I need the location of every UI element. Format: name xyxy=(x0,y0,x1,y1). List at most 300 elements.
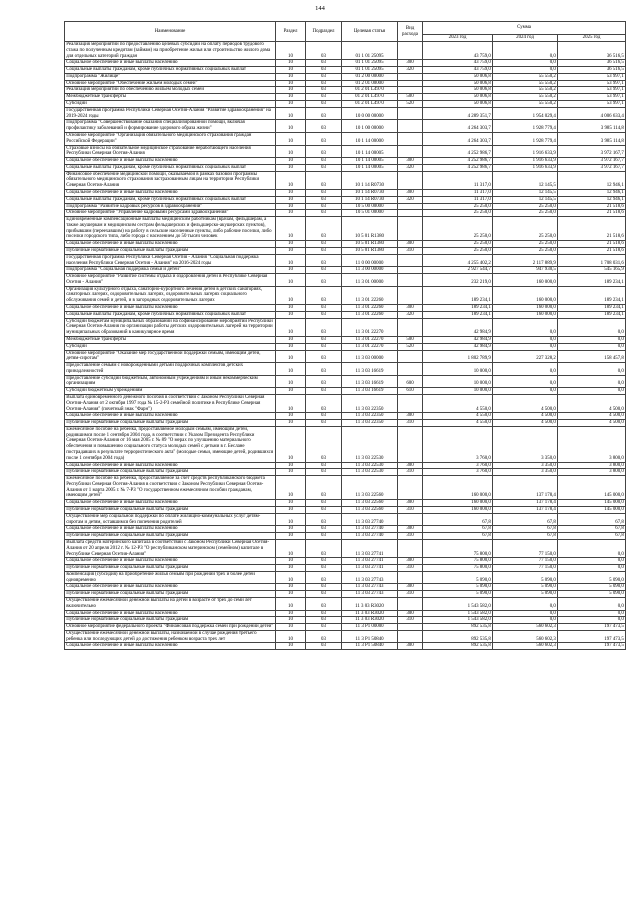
table-row xyxy=(65,241,626,248)
row-name: Социальное обеспечение и иные выплаты населению xyxy=(65,241,276,248)
table-row xyxy=(65,539,626,557)
row-name: Компенсация (субсидия) на приобретение жилья семьям при рождении трех и более детей одновременно xyxy=(65,571,276,584)
row-razdel: 10 xyxy=(276,210,306,217)
row-sum-2024: 137 178,4 xyxy=(493,476,558,500)
header-vid: Вид расхода xyxy=(398,22,423,42)
table-row xyxy=(65,267,626,274)
row-sum-2025: 21 518,6 xyxy=(558,203,626,210)
row-podrazdel: 03 xyxy=(306,87,342,94)
row-target: 10 1 14 00005 xyxy=(342,145,398,158)
row-sum-2024: 12 145,5 xyxy=(493,189,558,196)
row-sum-2023: 3 760,0 xyxy=(423,426,493,462)
row-razdel: 10 xyxy=(276,426,306,462)
row-sum-2024: 3 350,0 xyxy=(493,469,558,476)
row-sum-2023: 892 535,8 xyxy=(423,643,493,650)
table-row xyxy=(65,60,626,67)
row-name: Публичные нормативные социальные выплаты гражданам xyxy=(65,617,276,624)
row-razdel: 10 xyxy=(276,350,306,363)
row-target: 10 1 14 00005 xyxy=(342,164,398,171)
row-sum-2025: 12 946,1 xyxy=(558,189,626,196)
row-razdel: 10 xyxy=(276,145,306,158)
row-podrazdel: 03 xyxy=(306,73,342,80)
row-sum-2025: 0,0 xyxy=(558,565,626,572)
row-sum-2025: 21 518,6 xyxy=(558,210,626,217)
row-razdel: 10 xyxy=(276,363,306,376)
header-2023: 2023 год xyxy=(423,35,493,42)
row-sum-2023: 160 000,0 xyxy=(423,500,493,507)
row-sum-2025: 1 708 031,6 xyxy=(558,254,626,267)
row-sum-2025: 53 997,1 xyxy=(558,87,626,94)
row-podrazdel: 03 xyxy=(306,318,342,336)
row-podrazdel: 03 xyxy=(306,164,342,171)
row-sum-2023: 10 000,0 xyxy=(423,388,493,395)
table-row xyxy=(65,350,626,363)
row-target: 11 3 03 27740 xyxy=(342,533,398,540)
row-sum-2024: 137 178,4 xyxy=(493,507,558,514)
row-sum-2024: 77 150,0 xyxy=(493,558,558,565)
row-sum-2025: 0,0 xyxy=(558,375,626,388)
row-sum-2023: 25 250,0 xyxy=(423,248,493,255)
row-sum-2023: 4 550,0 xyxy=(423,420,493,427)
table-row xyxy=(65,73,626,80)
row-target: 10 5 01 R1380 xyxy=(342,241,398,248)
row-sum-2024: 67,8 xyxy=(493,513,558,526)
row-vid: 310 xyxy=(398,565,423,572)
row-sum-2025: 545 165,9 xyxy=(558,267,626,274)
table-row xyxy=(65,311,626,318)
row-vid xyxy=(398,286,423,304)
row-vid: 310 xyxy=(398,533,423,540)
row-sum-2025: 189 234,1 xyxy=(558,286,626,304)
row-podrazdel: 03 xyxy=(306,350,342,363)
row-sum-2023: 3 760,0 xyxy=(423,469,493,476)
row-sum-2024: 3 350,0 xyxy=(493,462,558,469)
row-name: Социальное обеспечение и иные выплаты населению xyxy=(65,413,276,420)
row-vid: 300 xyxy=(398,584,423,591)
row-sum-2023: 75 800,0 xyxy=(423,565,493,572)
row-sum-2025: 0,0 xyxy=(558,558,626,565)
row-target: 11 3 03 22350 xyxy=(342,420,398,427)
row-name: Выплата средств материнского капитала в соответствии с Законом Республики Северная Осетия-Алания от 20 апреля 2012 г. № 12-РЗ "О республиканском материнском (семейном) капитале в Республике Северная Осетия-Алания" xyxy=(65,539,276,557)
row-target: 01 1 01 25095 xyxy=(342,42,398,60)
row-sum-2023: 5 090,0 xyxy=(423,571,493,584)
row-target: 11 3 03 27741 xyxy=(342,539,398,557)
row-target: 11 3 03 R3020 xyxy=(342,597,398,610)
row-podrazdel: 03 xyxy=(306,101,342,108)
row-vid: 300 xyxy=(398,60,423,67)
row-razdel: 10 xyxy=(276,94,306,101)
row-sum-2023: 232 219,0 xyxy=(423,274,493,287)
row-sum-2024: 0,0 xyxy=(493,343,558,350)
table-row xyxy=(65,526,626,533)
row-vid xyxy=(398,87,423,94)
table-row xyxy=(65,462,626,469)
row-sum-2023: 4 550,0 xyxy=(423,394,493,412)
row-name: Социальное обеспечение и иные выплаты населению xyxy=(65,60,276,67)
row-podrazdel: 03 xyxy=(306,60,342,67)
row-sum-2023: 4 289 351,7 xyxy=(423,107,493,120)
row-podrazdel: 03 xyxy=(306,630,342,643)
row-name: Страховые взносы на обязательное медицинское страхование неработающего населения Республики Северная Осетия-Алания xyxy=(65,145,276,158)
row-target: 01 1 01 25095 xyxy=(342,60,398,67)
row-sum-2025: 53 997,1 xyxy=(558,101,626,108)
header-name: Наименование xyxy=(65,22,276,42)
row-name: Организация культурного отдыха, санаторно-курортного лечения детей в детских санаториях, санаторных лагерях, оздоровительных лагерях, оздоровительных лагерях социального обслуживания семей и детей, и в загородных оздоровительных лагерях xyxy=(65,286,276,304)
row-sum-2025: 189 234,1 xyxy=(558,274,626,287)
row-razdel: 10 xyxy=(276,507,306,514)
row-sum-2024: 4 500,0 xyxy=(493,420,558,427)
row-target: 11 3 03 27740 xyxy=(342,513,398,526)
table-row xyxy=(65,196,626,203)
row-vid xyxy=(398,274,423,287)
row-target: 11 3 03 22560 xyxy=(342,500,398,507)
table-row xyxy=(65,164,626,171)
row-name: Подпрограмма "Жилище" xyxy=(65,73,276,80)
row-sum-2024: 1 916 633,9 xyxy=(493,158,558,165)
row-vid: 300 xyxy=(398,413,423,420)
row-vid xyxy=(398,571,423,584)
row-sum-2024: 227 328,2 xyxy=(493,350,558,363)
row-sum-2023: 42 984,9 xyxy=(423,318,493,336)
row-podrazdel: 03 xyxy=(306,189,342,196)
row-sum-2023: 25 250,0 xyxy=(423,210,493,217)
row-razdel: 10 xyxy=(276,388,306,395)
row-sum-2023: 67,8 xyxy=(423,533,493,540)
row-sum-2024: 5 090,0 xyxy=(493,571,558,584)
row-sum-2023: 1 543 582,0 xyxy=(423,610,493,617)
row-sum-2023: 892 535,8 xyxy=(423,624,493,631)
row-target: 10 5 01 R1380 xyxy=(342,248,398,255)
row-sum-2024: 3 350,0 xyxy=(493,426,558,462)
row-sum-2024: 0,0 xyxy=(493,610,558,617)
row-sum-2023: 3 760,0 xyxy=(423,462,493,469)
row-podrazdel: 03 xyxy=(306,394,342,412)
row-sum-2025: 0,0 xyxy=(558,388,626,395)
row-podrazdel: 03 xyxy=(306,558,342,565)
row-sum-2025: 197 473,5 xyxy=(558,630,626,643)
row-podrazdel: 03 xyxy=(306,624,342,631)
row-podrazdel: 03 xyxy=(306,413,342,420)
row-razdel: 10 xyxy=(276,420,306,427)
row-name: Государственная программа Республики Северная Осетия - Алания "Социальная поддержка населения Республики Северная Осетия - Алания" на 2016-2024 годы xyxy=(65,254,276,267)
row-sum-2023: 11 317,0 xyxy=(423,196,493,203)
row-podrazdel: 03 xyxy=(306,426,342,462)
row-sum-2024: 4 500,0 xyxy=(493,394,558,412)
row-sum-2023: 67,8 xyxy=(423,526,493,533)
row-target: 10 0 00 00000 xyxy=(342,107,398,120)
row-sum-2023: 50 006,8 xyxy=(423,101,493,108)
row-target: 01 2 01 L4970 xyxy=(342,101,398,108)
row-vid xyxy=(398,80,423,87)
row-target: 11 3 03 R3020 xyxy=(342,617,398,624)
row-razdel: 10 xyxy=(276,67,306,74)
row-vid: 300 xyxy=(398,305,423,312)
row-podrazdel: 03 xyxy=(306,80,342,87)
table-row xyxy=(65,274,626,287)
table-row xyxy=(65,42,626,60)
row-razdel: 10 xyxy=(276,120,306,133)
row-target: 11 3 00 00000 xyxy=(342,267,398,274)
row-vid xyxy=(398,254,423,267)
row-name: Основное мероприятие федерального проекта "Финансовая поддержка семей при рождении детей" xyxy=(65,624,276,631)
row-sum-2025: 0,0 xyxy=(558,617,626,624)
row-vid: 320 xyxy=(398,164,423,171)
row-podrazdel: 03 xyxy=(306,254,342,267)
row-name: Государственная программа Республики Северная Осетия-Алания "Развитие здравоохранения" на 2019-2024 годы xyxy=(65,107,276,120)
table-row xyxy=(65,617,626,624)
row-vid: 310 xyxy=(398,591,423,598)
row-target: 11 3 P1 00000 xyxy=(342,624,398,631)
row-target: 01 1 01 25095 xyxy=(342,67,398,74)
row-sum-2024: 0,0 xyxy=(493,336,558,343)
row-sum-2024: 55 550,2 xyxy=(493,87,558,94)
row-sum-2023: 50 006,8 xyxy=(423,80,493,87)
row-sum-2025: 3 800,0 xyxy=(558,469,626,476)
row-sum-2025: 0,0 xyxy=(558,597,626,610)
row-sum-2024: 25 250,0 xyxy=(493,248,558,255)
row-name: Ежемесячное пособие на ребенка, предоставляемое молодым семьям, имеющим детей, родившимся после 1 сентября 2004 года, в соответствии с Указом Президента Республики Северная Осетия-Алания от 16 мая 2005 г. № 89 "О мерах по улучшению материального обеспечения и повышению социального статуса молодых семей с детьми в г. Беслане пострадавших в результате террористического акта" (молодые семьи, имеющие детей, родившихся после 1 сентября 2004 года) xyxy=(65,426,276,462)
row-razdel: 10 xyxy=(276,597,306,610)
row-sum-2024: 12 145,5 xyxy=(493,171,558,189)
row-vid: 300 xyxy=(398,610,423,617)
row-vid: 320 xyxy=(398,196,423,203)
row-razdel: 10 xyxy=(276,610,306,617)
row-podrazdel: 03 xyxy=(306,476,342,500)
row-sum-2025: 3 800,0 xyxy=(558,462,626,469)
row-sum-2024: 1 916 633,9 xyxy=(493,164,558,171)
table-row xyxy=(65,476,626,500)
row-vid xyxy=(398,350,423,363)
header-razdel: Раздел xyxy=(276,22,306,42)
row-sum-2024: 0,0 xyxy=(493,42,558,60)
row-podrazdel: 03 xyxy=(306,526,342,533)
row-name: Подпрограмма "Совершенствование оказания специализированной помощи, включая профилактику заболеваний и формирование здорового образа жизни" xyxy=(65,120,276,133)
row-name: Предоставление субсидий бюджетным, автономным учреждениям и иным некоммерческим организациям xyxy=(65,375,276,388)
row-podrazdel: 03 xyxy=(306,132,342,145)
header-2024: 2024 год xyxy=(493,35,558,42)
table-row xyxy=(65,388,626,395)
row-razdel: 10 xyxy=(276,60,306,67)
row-name: Осуществление ежемесячной денежной выплаты на детей в возрасте от трех до семи лет включительно xyxy=(65,597,276,610)
row-name: Социальные выплаты гражданам, кроме публичных нормативных социальных выплат xyxy=(65,164,276,171)
row-sum-2024: 160 000,0 xyxy=(493,274,558,287)
row-vid xyxy=(398,394,423,412)
row-sum-2025: 21 518,6 xyxy=(558,217,626,241)
row-sum-2023: 4 264 303,7 xyxy=(423,120,493,133)
row-target: 10 5 01 R1380 xyxy=(342,217,398,241)
row-sum-2024: 0,0 xyxy=(493,363,558,376)
row-sum-2024: 25 250,0 xyxy=(493,217,558,241)
row-vid xyxy=(398,363,423,376)
row-sum-2025: 197 473,5 xyxy=(558,643,626,650)
row-sum-2025: 36 516,5 xyxy=(558,60,626,67)
row-razdel: 10 xyxy=(276,624,306,631)
row-name: Основное мероприятие "Организация обязательного медицинского страхования граждан Российской Федерации" xyxy=(65,132,276,145)
row-podrazdel: 03 xyxy=(306,591,342,598)
row-sum-2023: 25 250,0 xyxy=(423,203,493,210)
row-podrazdel: 03 xyxy=(306,248,342,255)
row-sum-2023: 160 000,0 xyxy=(423,476,493,500)
row-razdel: 10 xyxy=(276,343,306,350)
row-name: Публичные нормативные социальные выплаты гражданам xyxy=(65,591,276,598)
table-row xyxy=(65,80,626,87)
row-razdel: 10 xyxy=(276,87,306,94)
row-sum-2023: 25 250,0 xyxy=(423,217,493,241)
row-sum-2025: 53 997,1 xyxy=(558,80,626,87)
row-sum-2023: 189 234,1 xyxy=(423,305,493,312)
row-sum-2023: 892 535,8 xyxy=(423,630,493,643)
table-row xyxy=(65,318,626,336)
row-razdel: 10 xyxy=(276,500,306,507)
row-name: Основное мероприятие "Обеспечение жильем молодых семей" xyxy=(65,80,276,87)
row-sum-2025: 145 000,0 xyxy=(558,476,626,500)
row-razdel: 10 xyxy=(276,565,306,572)
row-name: Субсидии бюджетам муниципальных образований на софинансирование мероприятий Республики Северная Осетия-Алания по организации работы детских оздоровительных лагерей на территории муниципальных образований в каникулярное время xyxy=(65,318,276,336)
table-row xyxy=(65,107,626,120)
row-podrazdel: 03 xyxy=(306,67,342,74)
row-razdel: 10 xyxy=(276,248,306,255)
row-sum-2024: 160 000,0 xyxy=(493,305,558,312)
row-sum-2024: 0,0 xyxy=(493,60,558,67)
row-sum-2024: 4 500,0 xyxy=(493,413,558,420)
row-sum-2024: 67,8 xyxy=(493,533,558,540)
page-number: 144 xyxy=(315,5,325,12)
row-sum-2024: 55 550,2 xyxy=(493,94,558,101)
row-sum-2024: 55 550,2 xyxy=(493,73,558,80)
row-razdel: 10 xyxy=(276,513,306,526)
row-sum-2025: 4 500,0 xyxy=(558,413,626,420)
row-sum-2024: 160 000,0 xyxy=(493,311,558,318)
row-name: Социальное обеспечение и иные выплаты населению xyxy=(65,643,276,650)
row-sum-2024: 0,0 xyxy=(493,375,558,388)
row-sum-2025: 3 985 114,8 xyxy=(558,120,626,133)
row-vid xyxy=(398,426,423,462)
row-podrazdel: 03 xyxy=(306,241,342,248)
row-target: 11 0 00 00000 xyxy=(342,254,398,267)
row-target: 11 3 03 27743 xyxy=(342,584,398,591)
row-sum-2024: 1 954 029,4 xyxy=(493,107,558,120)
table-row xyxy=(65,101,626,108)
row-target: 11 3 P1 50840 xyxy=(342,630,398,643)
table-body xyxy=(65,42,626,650)
row-podrazdel: 03 xyxy=(306,539,342,557)
row-name: Публичные нормативные социальные выплаты гражданам xyxy=(65,248,276,255)
row-sum-2023: 42 984,9 xyxy=(423,336,493,343)
row-vid xyxy=(398,171,423,189)
row-target: 11 3 01 22270 xyxy=(342,343,398,350)
row-podrazdel: 03 xyxy=(306,513,342,526)
row-sum-2025: 189 234,1 xyxy=(558,311,626,318)
row-target: 10 1 14 00000 xyxy=(342,132,398,145)
row-podrazdel: 03 xyxy=(306,311,342,318)
row-podrazdel: 03 xyxy=(306,533,342,540)
row-name: Публичные нормативные социальные выплаты гражданам xyxy=(65,469,276,476)
row-target: 11 3 03 22530 xyxy=(342,469,398,476)
row-vid: 600 xyxy=(398,375,423,388)
table-row xyxy=(65,597,626,610)
row-razdel: 10 xyxy=(276,171,306,189)
row-sum-2023: 160 000,0 xyxy=(423,507,493,514)
row-razdel: 10 xyxy=(276,80,306,87)
row-podrazdel: 03 xyxy=(306,196,342,203)
row-podrazdel: 03 xyxy=(306,305,342,312)
row-target: 10 1 14 R0730 xyxy=(342,171,398,189)
row-vid: 610 xyxy=(398,388,423,395)
row-razdel: 10 xyxy=(276,476,306,500)
row-razdel: 10 xyxy=(276,196,306,203)
row-razdel: 10 xyxy=(276,101,306,108)
row-vid xyxy=(398,120,423,133)
table-row xyxy=(65,533,626,540)
table-row xyxy=(65,513,626,526)
row-target: 11 3 03 22530 xyxy=(342,426,398,462)
row-sum-2024: 5 090,0 xyxy=(493,584,558,591)
row-target: 11 3 03 27741 xyxy=(342,565,398,572)
row-razdel: 10 xyxy=(276,462,306,469)
row-sum-2023: 25 250,0 xyxy=(423,241,493,248)
row-target: 01 2 01 L4970 xyxy=(342,87,398,94)
row-target: 10 5 00 00000 xyxy=(342,203,398,210)
row-razdel: 10 xyxy=(276,241,306,248)
row-razdel: 10 xyxy=(276,571,306,584)
row-name: Публичные нормативные социальные выплаты гражданам xyxy=(65,533,276,540)
row-sum-2023: 50 006,8 xyxy=(423,87,493,94)
row-sum-2024: 1 928 779,4 xyxy=(493,120,558,133)
row-target: 11 3 03 22560 xyxy=(342,507,398,514)
table-row xyxy=(65,630,626,643)
row-name: Единовременные компенсационные выплаты медицинским работникам (врачам, фельдшерам, а также акушеркам и медицинским сестрам фельдшерских и фельдшерско-акушерских пунктов), прибывшим (переехавшим) на работу в сельские населенные пункты, либо рабочие поселки, либо поселки городского типа, либо города с населением до 50 тысяч человек xyxy=(65,217,276,241)
row-sum-2024: 560 602,3 xyxy=(493,643,558,650)
table-row xyxy=(65,171,626,189)
row-razdel: 10 xyxy=(276,558,306,565)
row-vid xyxy=(398,476,423,500)
row-podrazdel: 03 xyxy=(306,145,342,158)
row-vid xyxy=(398,42,423,60)
row-vid xyxy=(398,539,423,557)
row-razdel: 10 xyxy=(276,42,306,60)
row-target: 11 3 03 27743 xyxy=(342,591,398,598)
row-sum-2024: 77 150,0 xyxy=(493,565,558,572)
row-sum-2024: 1 916 633,9 xyxy=(493,145,558,158)
budget-table xyxy=(64,21,626,650)
row-razdel: 10 xyxy=(276,286,306,304)
row-vid xyxy=(398,73,423,80)
row-sum-2025: 3 985 114,8 xyxy=(558,132,626,145)
row-razdel: 10 xyxy=(276,189,306,196)
row-sum-2025: 3 800,0 xyxy=(558,426,626,462)
row-sum-2025: 0,0 xyxy=(558,343,626,350)
row-vid: 310 xyxy=(398,507,423,514)
row-vid xyxy=(398,318,423,336)
row-target: 01 2 00 00000 xyxy=(342,73,398,80)
row-sum-2023: 43 759,0 xyxy=(423,60,493,67)
row-sum-2023: 50 006,8 xyxy=(423,73,493,80)
row-sum-2024: 77 150,0 xyxy=(493,539,558,557)
row-sum-2024: 0,0 xyxy=(493,318,558,336)
row-vid: 300 xyxy=(398,558,423,565)
row-razdel: 10 xyxy=(276,336,306,343)
row-target: 11 3 03 22350 xyxy=(342,413,398,420)
row-razdel: 10 xyxy=(276,591,306,598)
row-name: Реализация мероприятий по обеспечению жильем молодых семей xyxy=(65,87,276,94)
row-sum-2025: 197 473,5 xyxy=(558,624,626,631)
row-target: 11 3 03 00000 xyxy=(342,350,398,363)
table-row xyxy=(65,420,626,427)
table-row xyxy=(65,343,626,350)
row-razdel: 10 xyxy=(276,318,306,336)
row-podrazdel: 03 xyxy=(306,267,342,274)
row-sum-2025: 158 457,8 xyxy=(558,350,626,363)
